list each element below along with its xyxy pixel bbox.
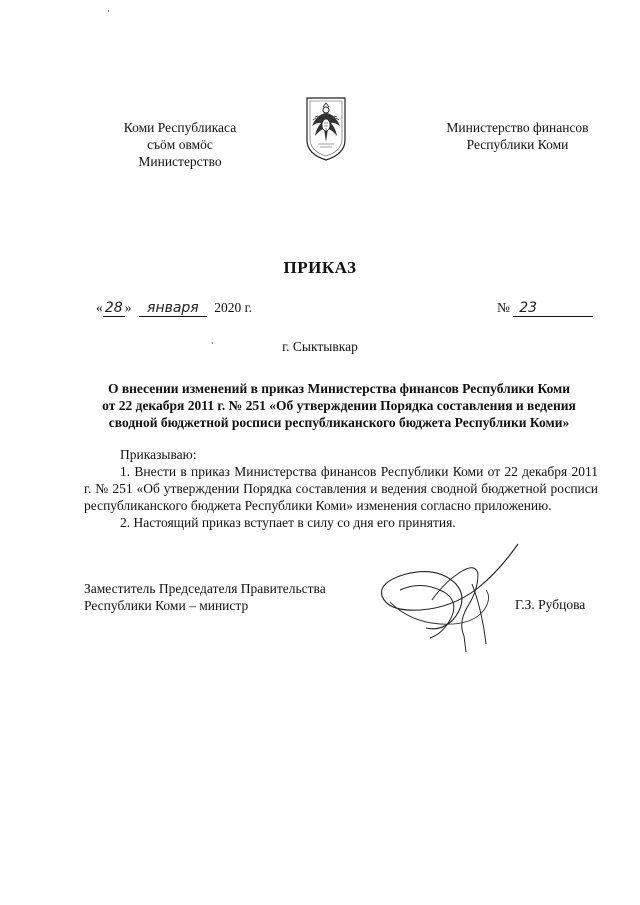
date-close-quote: »	[124, 300, 132, 315]
header-left-line: Коми Республикаса	[123, 120, 237, 135]
scan-speck	[108, 10, 109, 12]
header-right-line: Министерство финансов	[446, 120, 589, 135]
order-item-2: 2. Настоящий приказ вступает в силу со дня его принятия.	[120, 515, 456, 530]
number-label: №	[497, 300, 510, 315]
signatory-position	[84, 580, 384, 614]
date-open-quote: «	[96, 300, 103, 315]
date-month: января	[139, 301, 207, 317]
signatory-position-line: Заместитель Председателя Правительства	[84, 581, 326, 596]
subject-line: сводной бюджетной росписи республиканского бюджета Республики Коми»	[108, 415, 570, 430]
document-title: ПРИКАЗ	[283, 258, 357, 277]
document-subject	[78, 380, 600, 431]
header-right-line: Республики Коми	[466, 137, 569, 152]
order-word: Приказываю:	[120, 447, 197, 462]
header-ministry-name	[430, 119, 605, 153]
header-komi-name	[100, 119, 260, 170]
komi-coat-of-arms-icon	[304, 96, 348, 162]
number-value: 23	[513, 301, 593, 317]
signatory-position-line: Республики Коми – министр	[84, 598, 249, 613]
subject-line: О внесении изменений в приказ Министерства финансов Республики Коми	[107, 381, 571, 396]
document-city: г. Сыктывкар	[282, 339, 358, 354]
signatory-name: Г.З. Рубцова	[515, 597, 586, 612]
handwritten-signature	[360, 540, 530, 660]
subject-line: от 22 декабря 2011 г. № 251 «Об утверждении Порядка составления и ведения	[102, 398, 576, 413]
document-number	[497, 300, 593, 317]
document-body	[84, 446, 598, 531]
header-left-line: Министерство	[138, 154, 222, 169]
order-item-1: 1. Внести в приказ Министерства финансов Республики Коми от 22 декабря 2011 г. № 251 «Об утверждении Порядка составления и ведения сводной бюджетной росписи республиканского бюджета Республики Коми» изменения согласно приложению.	[84, 464, 598, 513]
date-year: 2020 г.	[214, 300, 253, 315]
header-left-line: съӧм овмӧс	[147, 137, 213, 152]
date-day: 28	[103, 301, 125, 317]
document-date	[96, 300, 252, 317]
